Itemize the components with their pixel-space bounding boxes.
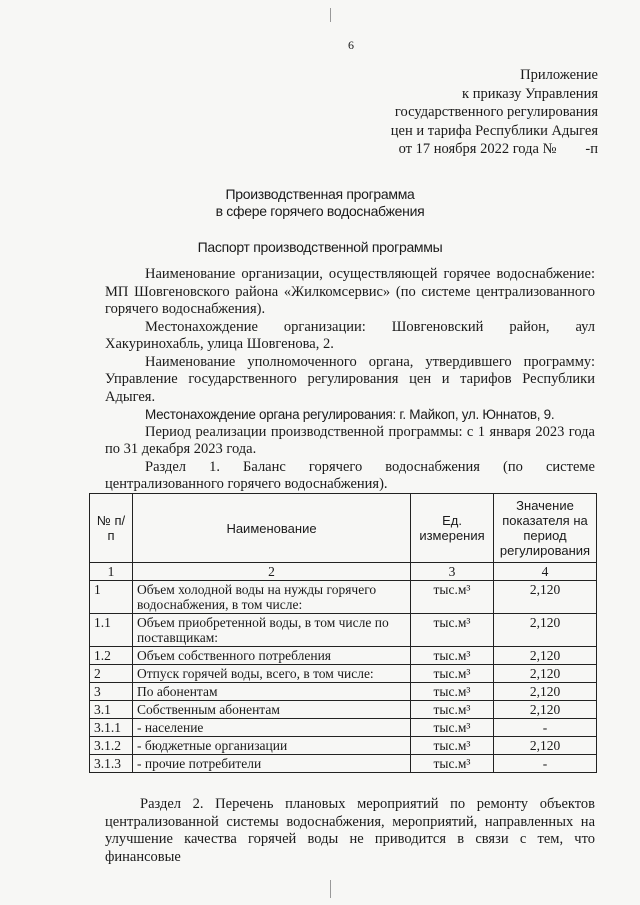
row-value: 2,120 bbox=[494, 701, 597, 719]
row-unit: тыс.м³ bbox=[411, 665, 494, 683]
row-value: 2,120 bbox=[494, 737, 597, 755]
row-unit: тыс.м³ bbox=[411, 581, 494, 614]
row-unit: тыс.м³ bbox=[411, 755, 494, 773]
page-number: 6 bbox=[348, 38, 354, 52]
row-unit: тыс.м³ bbox=[411, 719, 494, 737]
appendix-line: цен и тарифа Республики Адыгея bbox=[390, 122, 598, 139]
row-name: Отпуск горячей воды, всего, в том числе: bbox=[133, 665, 411, 683]
authority-paragraph: Наименование уполномоченного органа, утвердившего программу: Управление государственного регулирования цен и тарифов Республики Адыгея. bbox=[105, 353, 595, 405]
row-unit: тыс.м³ bbox=[411, 737, 494, 755]
column-number-row bbox=[90, 563, 597, 581]
program-title-line2: в сфере горячего водоснабжения bbox=[215, 203, 425, 219]
col-number: 1 bbox=[90, 563, 133, 581]
program-title bbox=[0, 186, 640, 220]
row-unit: тыс.м³ bbox=[411, 701, 494, 719]
row-value: - bbox=[494, 719, 597, 737]
table-row bbox=[90, 719, 597, 737]
appendix-line: к приказу Управления bbox=[462, 85, 598, 102]
header-name: Наименование bbox=[133, 494, 411, 563]
row-num: 1.1 bbox=[90, 614, 133, 647]
row-name: Объем приобретенной воды, в том числе по поставщикам: bbox=[133, 614, 411, 647]
row-num: 1.2 bbox=[90, 647, 133, 665]
table-header-row bbox=[90, 494, 597, 563]
appendix-line: государственного регулирования bbox=[394, 104, 598, 120]
table-row bbox=[90, 665, 597, 683]
col-number: 4 bbox=[494, 563, 597, 581]
row-num: 3.1.3 bbox=[90, 755, 133, 773]
regulator-location-paragraph: Местонахождение органа регулирования: г. Майкоп, ул. Юннатов, 9. bbox=[145, 407, 555, 422]
balance-table bbox=[89, 493, 597, 773]
location-paragraph: Местонахождение организации: Шовгеновский район, аул Хакуринохабль, улица Шовгенова, 2. bbox=[105, 318, 595, 352]
table-row bbox=[90, 614, 597, 647]
appendix-line: от 17 ноября 2022 года № -п bbox=[398, 141, 598, 157]
row-name: Объем собственного потребления bbox=[133, 647, 411, 665]
section1-heading: Раздел 1. Баланс горячего водоснабжения (по системе централизованного горячего водоснабжения). bbox=[105, 458, 595, 492]
header-value: Значение показателя на период регулирования bbox=[494, 494, 597, 563]
col-number: 2 bbox=[133, 563, 411, 581]
appendix-line: Приложение bbox=[520, 67, 598, 83]
header-unit: Ед. измерения bbox=[411, 494, 494, 563]
row-value: - bbox=[494, 755, 597, 773]
scan-mark-top bbox=[330, 8, 331, 22]
period-paragraph: Период реализации производственной программы: с 1 января 2023 года по 31 декабря 2023 года. bbox=[105, 423, 595, 457]
row-name: По абонентам bbox=[133, 683, 411, 701]
row-name: Собственным абонентам bbox=[133, 701, 411, 719]
row-name: - население bbox=[133, 719, 411, 737]
row-value: 2,120 bbox=[494, 683, 597, 701]
row-value: 2,120 bbox=[494, 665, 597, 683]
row-unit: тыс.м³ bbox=[411, 614, 494, 647]
section2-paragraph: Раздел 2. Перечень плановых мероприятий по ремонту объектов централизованной системы водоснабжения, мероприятий, направленных на улучшение качества горячей воды не приводится в связи с тем, что финансовые bbox=[105, 796, 595, 865]
table-row bbox=[90, 755, 597, 773]
appendix-block bbox=[298, 66, 598, 159]
row-unit: тыс.м³ bbox=[411, 683, 494, 701]
row-num: 3.1.1 bbox=[90, 719, 133, 737]
organization-paragraph: Наименование организации, осуществляющей горячее водоснабжение: МП Шовгеновского района «Жилкомсервис» (по системе централизованного горячего водоснабжения). bbox=[105, 266, 595, 317]
program-title-line1: Производственная программа bbox=[225, 186, 415, 202]
passport-title: Паспорт производственной программы bbox=[197, 239, 443, 255]
table-row bbox=[90, 737, 597, 755]
row-num: 3.1.2 bbox=[90, 737, 133, 755]
row-value: 2,120 bbox=[494, 581, 597, 614]
row-value: 2,120 bbox=[494, 647, 597, 665]
row-name: Объем холодной воды на нужды горячего водоснабжения, в том числе: bbox=[133, 581, 411, 614]
row-value: 2,120 bbox=[494, 614, 597, 647]
row-unit: тыс.м³ bbox=[411, 647, 494, 665]
passport-paragraphs bbox=[105, 266, 595, 494]
table-row bbox=[90, 683, 597, 701]
row-num: 3.1 bbox=[90, 701, 133, 719]
col-number: 3 bbox=[411, 563, 494, 581]
table-row bbox=[90, 701, 597, 719]
row-num: 1 bbox=[90, 581, 133, 614]
row-num: 3 bbox=[90, 683, 133, 701]
header-num: № п/п bbox=[90, 494, 133, 563]
row-name: - прочие потребители bbox=[133, 755, 411, 773]
row-name: - бюджетные организации bbox=[133, 737, 411, 755]
row-num: 2 bbox=[90, 665, 133, 683]
scan-mark-bottom bbox=[330, 880, 331, 898]
table-row bbox=[90, 581, 597, 614]
table-row bbox=[90, 647, 597, 665]
